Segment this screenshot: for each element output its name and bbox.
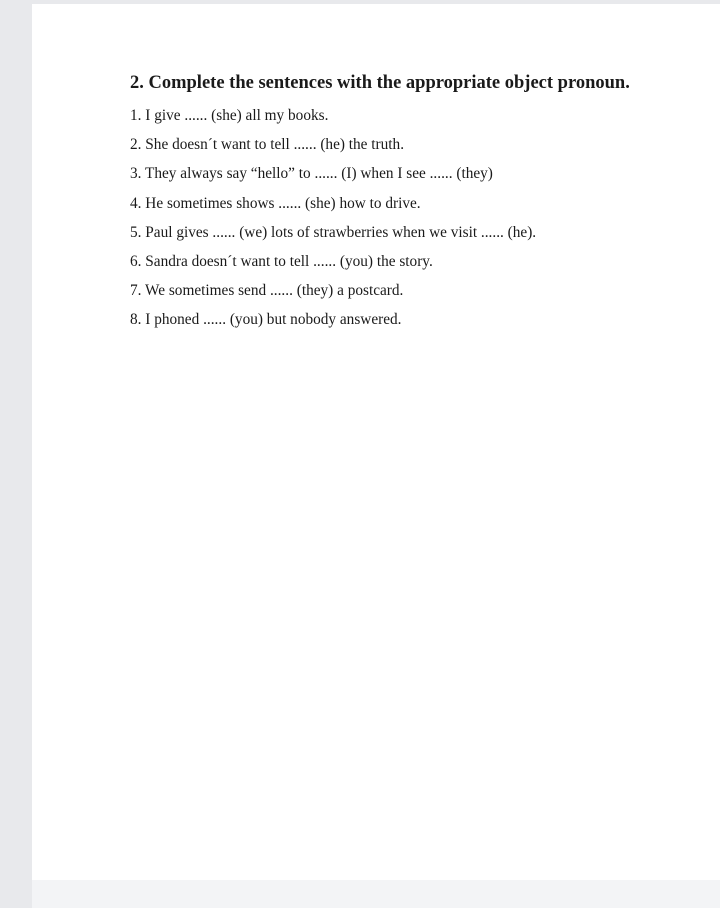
- sentence-item: 1. I give ...... (she) all my books.: [130, 107, 329, 124]
- exercise-section: [130, 70, 690, 335]
- sentence-item: 2. She doesn´t want to tell ...... (he) the truth.: [130, 136, 405, 154]
- sentence-item: 3. They always say “hello” to ...... (I) when I see ...... (they): [130, 165, 493, 183]
- sentence-list: [130, 101, 690, 335]
- page-bottom-edge: [32, 880, 720, 908]
- sentence-item: 6. Sandra doesn´t want to tell ...... (you) the story.: [130, 253, 433, 271]
- sentence-item: 5. Paul gives ...... (we) lots of strawberries when we visit ...... (he).: [130, 223, 537, 241]
- exercise-heading: 2. Complete the sentences with the appropriate object pronoun.: [130, 73, 630, 93]
- sentence-item: 8. I phoned ...... (you) but nobody answered.: [130, 311, 402, 329]
- sentence-item: 4. He sometimes shows ...... (she) how to drive.: [130, 194, 421, 212]
- sentence-item: 7. We sometimes send ...... (they) a postcard.: [130, 282, 404, 300]
- document-page: [32, 4, 720, 880]
